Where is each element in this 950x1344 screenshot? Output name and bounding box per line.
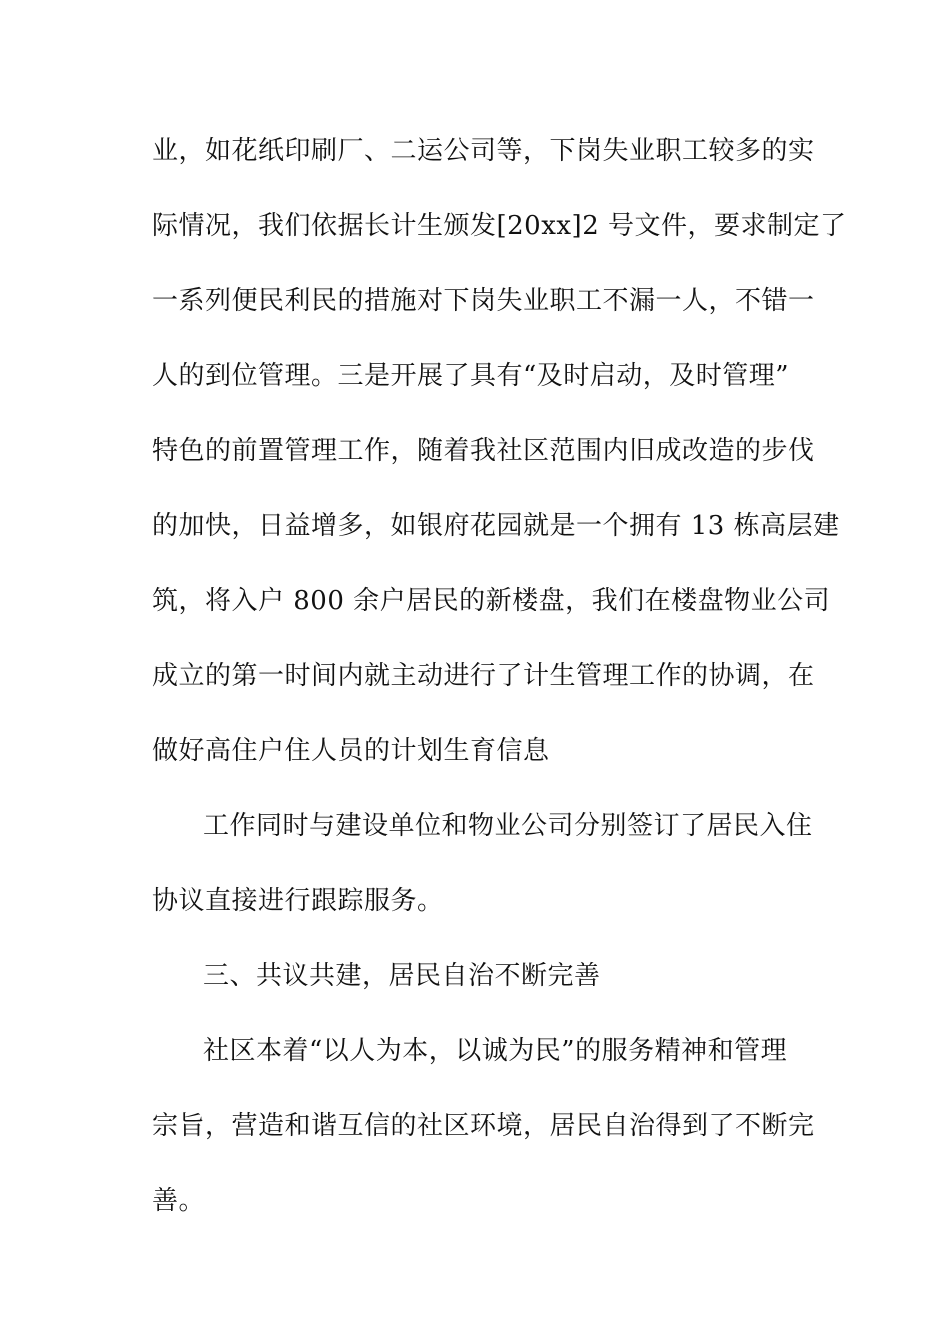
- text-line: 做好高住户住人员的计划生育信息: [152, 736, 550, 766]
- text-line: 成立的第一时间内就主动进行了计生管理工作的协调，在: [152, 661, 815, 691]
- text-line: 筑，将入户 800 余户居民的新楼盘，我们在楼盘物业公司: [152, 586, 831, 616]
- text-line: 善。: [152, 1186, 206, 1216]
- text-line: 协议直接进行跟踪服务。: [152, 886, 444, 916]
- section-heading: 三、共议共建，居民自治不断完善: [203, 961, 601, 991]
- text-line: 宗旨，营造和谐互信的社区环境，居民自治得到了不断完: [152, 1111, 815, 1141]
- text-line: 的加快，日益增多，如银府花园就是一个拥有 13 栋高层建: [152, 511, 840, 541]
- text-line: 际情况，我们依据长计生颁发[20xx]2 号文件，要求制定了: [152, 211, 847, 241]
- text-line: 特色的前置管理工作，随着我社区范围内旧成改造的步伐: [152, 436, 815, 466]
- paragraph-first-line: 工作同时与建设单位和物业公司分别签订了居民入住: [203, 811, 813, 841]
- text-line: 人的到位管理。三是开展了具有“及时启动，及时管理”: [152, 361, 790, 391]
- paragraph-first-line: 社区本着“以人为本，以诚为民”的服务精神和管理: [203, 1036, 788, 1066]
- text-line: 业，如花纸印刷厂、二运公司等，下岗失业职工较多的实: [152, 136, 815, 166]
- text-line: 一系列便民利民的措施对下岗失业职工不漏一人，不错一: [152, 286, 815, 316]
